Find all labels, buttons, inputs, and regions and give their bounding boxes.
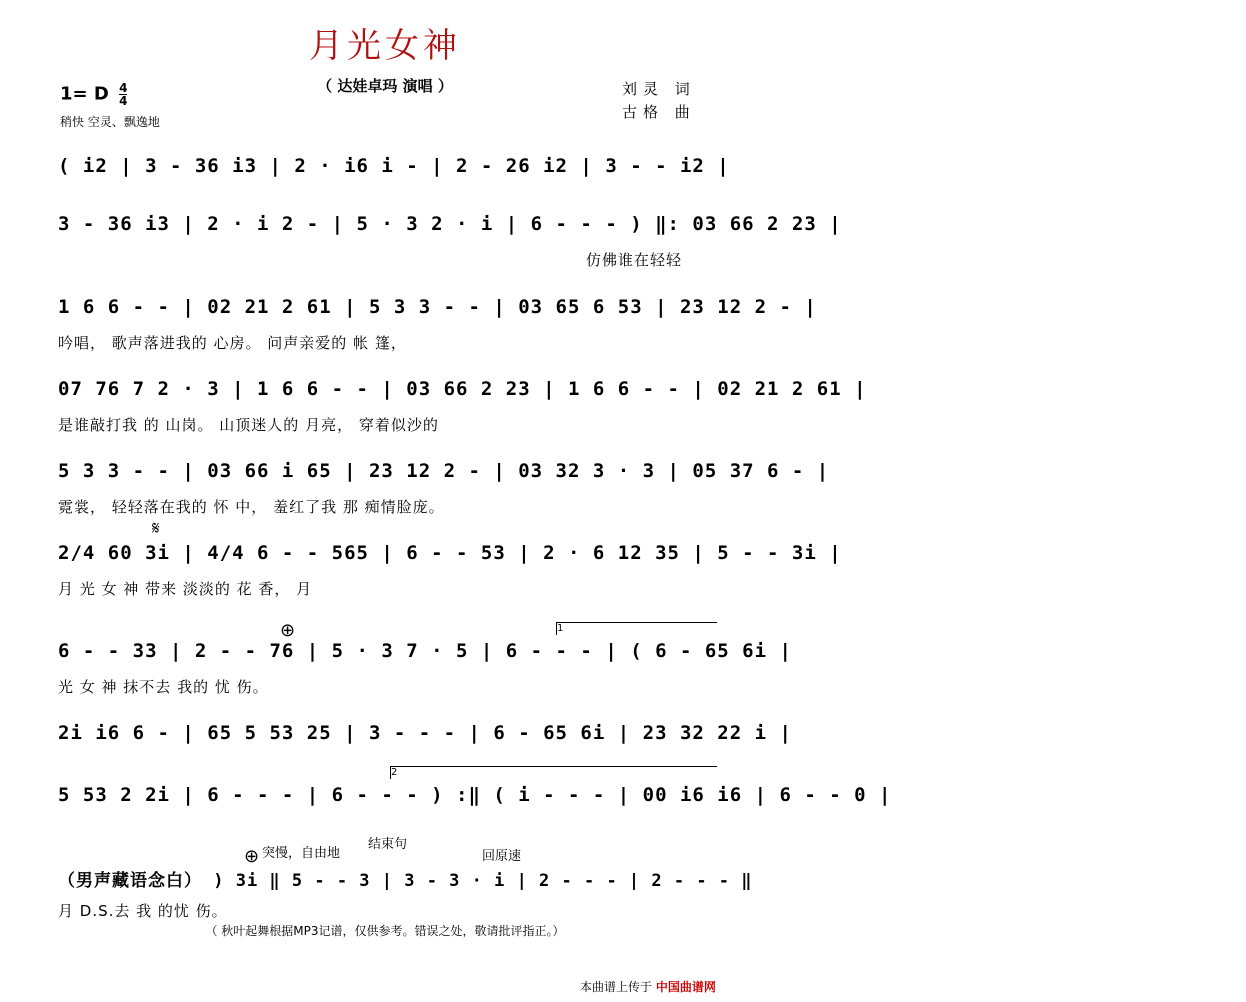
lyric-line: 月 D.S.去 我 的忧 伤。 [58,902,228,920]
key-signature [60,82,127,107]
volta-2: 2 [390,766,717,779]
notation-line: ( i2 | 3 - 36 i3 | 2 · i6 i - | 2 - 26 i2 | 3 - - i2 | [58,155,730,177]
footer [580,978,716,995]
notation-line: 1 6 6 - - | 02 21 2 61 | 5 3 3 - - | 03 65 6 53 | 23 12 2 - | [58,296,817,318]
lyric-line: 月 光 女 神 带来 淡淡的 花 香， 月 [58,580,313,598]
lyricist-credit: 刘灵 词 [622,80,696,98]
tempo-marking: 稍快 空灵、飘逸地 [60,115,160,129]
lyric-line: 是谁敲打我 的 山岗。 山顶迷人的 月亮， 穿着似沙的 [58,416,439,434]
coda-sign: ⊕ [280,620,296,641]
notation-line: 3 - 36 i3 | 2 · i 2 - | 5 · 3 2 · i | 6 - - - ) ‖: 03 66 2 23 | [58,213,842,235]
volta-1: 1 [556,622,717,635]
notation-line: 2i i6 6 - | 65 5 53 25 | 3 - - - | 6 - 65 6i | 23 32 22 i | [58,722,792,744]
footer-text: 本曲谱上传于 [580,980,653,994]
transcription-note: （ 秋叶起舞根据MP3记谱，仅供参考。错误之处，敬请批评指正。） [205,924,565,938]
ending-marking: 结束句 [368,837,408,852]
lyric-line: 光 女 神 抹不去 我的 忧 伤。 [58,678,269,696]
time-signature [119,82,127,107]
notation-line: 6 - - 33 | 2 - - 76 | 5 · 3 7 · 5 | 6 - - - | ( 6 - 65 6i | [58,640,792,662]
time-top: 4 [119,81,128,95]
composer-credit: 古格 曲 [622,103,696,121]
notation-line: 5 3 3 - - | 03 66 i 65 | 23 12 2 - | 03 32 3 · 3 | 05 37 6 - | [58,460,830,482]
lyric-line: 霓裳， 轻轻落在我的 怀 中， 羞红了我 那 痴情脸庞。 [58,498,445,516]
slow-free-marking: 突慢，自由地 [262,846,341,861]
lyric-line: 仿佛谁在轻轻 [586,251,683,269]
notation-line: 5 53 2 2i | 6 - - - | 6 - - - ) :‖ ( i - - - | 00 i6 i6 | 6 - - 0 | [58,784,892,806]
key-label: 1= D [60,83,109,105]
segno-sign: 𝄋 [152,518,160,539]
lyric-line: 吟唱， 歌声落进我的 心房。 问声亲爱的 帐 篷， [58,334,407,352]
notation-line: （男声藏语念白） ) 3i ‖ 5 - - 3 | 3 - 3 · i | 2 - - - | 2 - - - ‖ [58,871,753,891]
notation-line: 2/4 60 3i | 4/4 6 - - 565 | 6 - - 53 | 2 · 6 12 35 | 5 - - 3i | [58,542,842,564]
time-bottom: 4 [119,94,128,108]
performer-line: （ 达娃卓玛 演唱 ） [317,77,453,95]
notation-line: 07 76 7 2 · 3 | 1 6 6 - - | 03 66 2 23 | 1 6 6 - - | 02 21 2 61 | [58,378,867,400]
a-tempo-marking: 回原速 [482,849,522,864]
page-title: 月光女神 [309,26,461,66]
coda-sign-2: ⊕ [244,846,260,867]
site-logo[interactable]: 中国曲谱网 [655,980,716,994]
